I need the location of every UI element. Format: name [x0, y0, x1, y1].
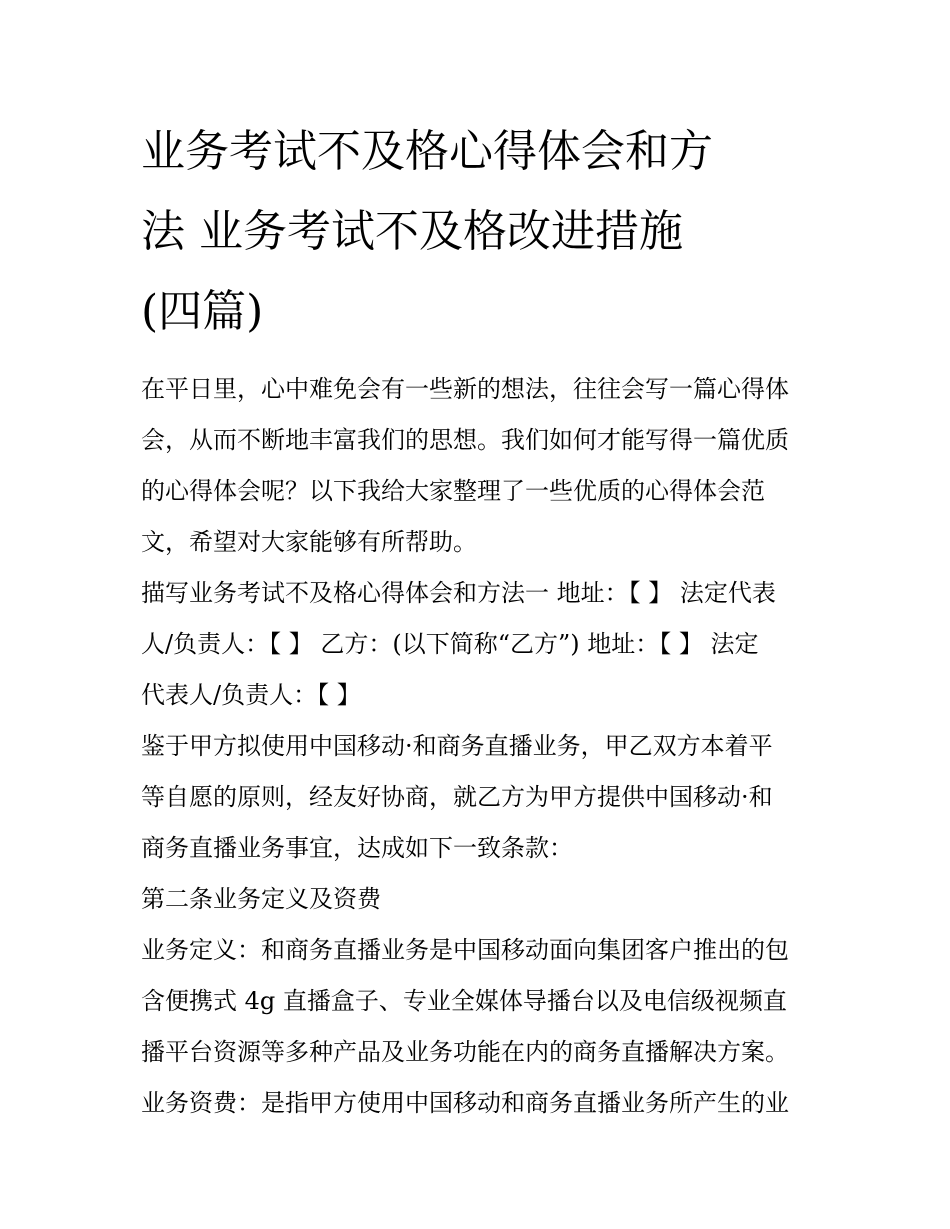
text-line: 业务定义：和商务直播业务是中国移动面向集团客户推出的包: [141, 936, 789, 964]
text-line: 文，希望对大家能够有所帮助。: [141, 528, 477, 556]
document-title: [141, 112, 813, 352]
party-info-paragraph: [141, 568, 813, 721]
agreement-paragraph: [141, 721, 813, 874]
document-content: [141, 112, 813, 1129]
section-heading: [141, 874, 813, 925]
text-line: 在平日里，心中难免会有一些新的想法，往往会写一篇心得体: [141, 375, 789, 403]
title-line: 业务考试不及格心得体会和方: [141, 126, 713, 177]
text-line: 播平台资源等多种产品及业务功能在内的商务直播解决方案。: [141, 1038, 789, 1066]
text-line: 商务直播业务事宜，达成如下一致条款：: [141, 834, 573, 862]
business-definition-paragraph: [141, 925, 813, 1078]
title-line: 法 业务考试不及格改进措施: [141, 206, 683, 257]
text-line: 第二条业务定义及资费: [141, 885, 381, 913]
business-fee-paragraph: [141, 1078, 813, 1129]
text-line: 描写业务考试不及格心得体会和方法一 地址：【 】 法定代表: [141, 579, 776, 607]
intro-paragraph: [141, 364, 813, 568]
text-line: 鉴于甲方拟使用中国移动·和商务直播业务，甲乙双方本着平: [141, 732, 773, 760]
text-line: 代表人/负责人：【 】: [141, 681, 361, 709]
text-line: 含便携式 4g 直播盒子、专业全媒体导播台以及电信级视频直: [141, 987, 787, 1015]
document-body: [141, 364, 813, 1129]
text-line: 业务资费：是指甲方使用中国移动和商务直播业务所产生的业: [141, 1089, 789, 1117]
text-line: 会，从而不断地丰富我们的思想。我们如何才能写得一篇优质: [141, 426, 789, 454]
title-line: (四篇): [141, 286, 264, 337]
text-line: 人/负责人：【 】 乙方：(以下简称“乙方”) 地址：【 】 法定: [141, 630, 759, 658]
text-line: 的心得体会呢？以下我给大家整理了一些优质的心得体会范: [141, 477, 765, 505]
text-line: 等自愿的原则，经友好协商，就乙方为甲方提供中国移动·和: [141, 783, 773, 811]
